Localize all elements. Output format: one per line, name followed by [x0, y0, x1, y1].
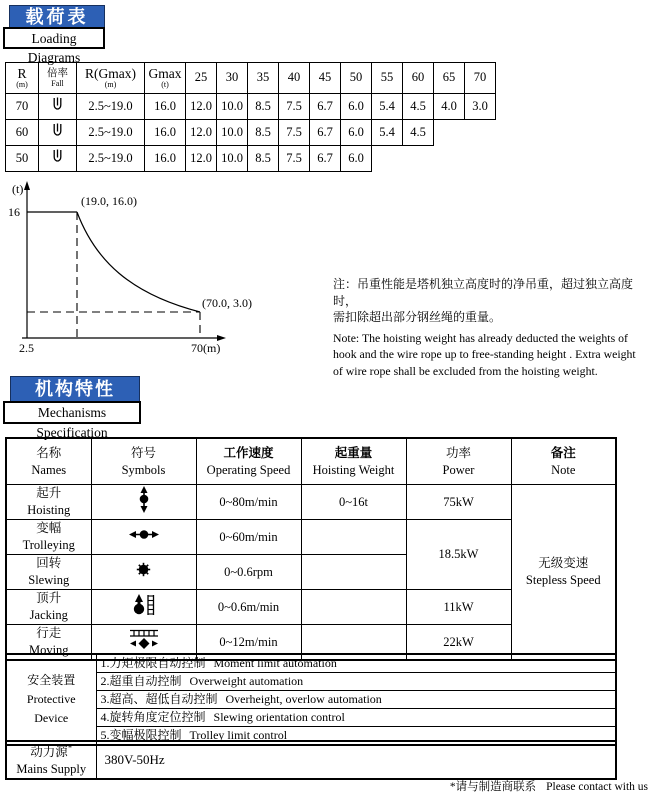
- two-fall-pulley-icon: [52, 123, 63, 138]
- load-cell: 5.4: [372, 120, 403, 146]
- load-cell: 8.5: [248, 146, 279, 172]
- load-cell: 8.5: [248, 120, 279, 146]
- peak-point-label: (19.0, 16.0): [81, 194, 137, 208]
- loading-section-badge: [9, 5, 105, 28]
- two-fall-pulley-icon: [52, 97, 63, 112]
- col-header-rgmax: R(Gmax) (m): [77, 63, 145, 94]
- y-max-label: 16: [8, 205, 20, 219]
- notes-block: [333, 276, 649, 379]
- mains-asterisk: *: [67, 743, 73, 754]
- mech-weight-cell: [301, 520, 406, 555]
- end-point-label: (70.0, 3.0): [202, 296, 252, 310]
- x-end-label: 70(m): [191, 341, 221, 355]
- col-header-r40: 40: [279, 63, 310, 94]
- load-curve-svg: [5, 178, 253, 363]
- protective-item-row: [6, 709, 616, 727]
- y-axis-arrow-icon: [24, 181, 30, 190]
- mech-section-subtitle-box: [3, 401, 141, 440]
- load-cell: 8.5: [248, 94, 279, 120]
- moving-symbol-icon: [126, 629, 162, 650]
- mech-name-cell: 行走 Moving: [6, 625, 91, 661]
- mech-col-names: 名称 Names: [6, 438, 91, 485]
- gmax-cell: 16.0: [145, 120, 186, 146]
- protective-item: 1.力矩极限自动控制 Moment limit automation: [96, 654, 616, 673]
- mech-weight-cell: [301, 590, 406, 625]
- protective-item-row: [6, 691, 616, 709]
- slewing-symbol-icon: [136, 562, 151, 577]
- load-cell: 10.0: [217, 94, 248, 120]
- empty-cell: [403, 146, 434, 172]
- loading-table: [5, 62, 496, 172]
- protective-device-table: [5, 653, 617, 746]
- note-en-line3: of wire rope shall be excluded from the hoisting weight.: [333, 363, 598, 378]
- protective-item: 4.旋转角度定位控制 Slewing orientation control: [96, 709, 616, 727]
- mech-symbol-cell: [91, 485, 196, 520]
- load-cell: 6.7: [310, 120, 341, 146]
- load-cell: 10.0: [217, 120, 248, 146]
- load-cell: 6.7: [310, 146, 341, 172]
- mech-speed-cell: 0~12m/min: [196, 625, 301, 661]
- load-cell: 6.0: [341, 146, 372, 172]
- load-cell: 4.5: [403, 94, 434, 120]
- mech-row-hoisting: [6, 485, 616, 520]
- mains-label-cell: 动力源* Mains Supply: [6, 741, 96, 779]
- col-header-radius: R (m): [6, 63, 39, 94]
- col-header-r25: 25: [186, 63, 217, 94]
- load-cell: 12.0: [186, 120, 217, 146]
- mech-name-cell: 起升 Hoisting: [6, 485, 91, 520]
- empty-cell: [465, 146, 496, 172]
- protective-item: 2.超重自动控制 Overweight automation: [96, 673, 616, 691]
- load-cell: 5.4: [372, 94, 403, 120]
- fall-symbol-cell: [39, 94, 77, 120]
- mech-speed-cell: 0~0.6rpm: [196, 555, 301, 590]
- col-header-r50: 50: [341, 63, 372, 94]
- hoisting-symbol-icon: [137, 486, 151, 513]
- col-header-r65: 65: [434, 63, 465, 94]
- load-cell: 12.0: [186, 146, 217, 172]
- mech-col-note: 备注 Note: [511, 438, 616, 485]
- mains-value: 380V-50Hz: [96, 741, 616, 779]
- trolleying-symbol-icon: [129, 528, 159, 541]
- mech-power-cell: 11kW: [406, 590, 511, 625]
- mech-symbol-cell: [91, 520, 196, 555]
- mech-symbol-cell: [91, 555, 196, 590]
- empty-cell: [434, 120, 465, 146]
- mech-name-cell: 回转 Slewing: [6, 555, 91, 590]
- mech-power-cell: 18.5kW: [406, 520, 511, 590]
- loading-section-title-en: Loading Diagrams: [27, 31, 81, 65]
- protective-label-cell: 安全装置 Protective Device: [6, 654, 96, 745]
- mech-name-cell: 变幅 Trolleying: [6, 520, 91, 555]
- note-zh-line1: 注：吊重性能是塔机独立高度时的净吊重，超过独立高度时，: [333, 277, 634, 308]
- load-cell: 6.0: [341, 120, 372, 146]
- mech-col-weight: 起重量 Hoisting Weight: [301, 438, 406, 485]
- mech-speed-cell: 0~60m/min: [196, 520, 301, 555]
- loading-section-title-zh: 载荷表: [25, 7, 89, 27]
- note-en-line2: hook and the wire rope up to free-standing height . Extra weight: [333, 347, 636, 361]
- protective-item: 3.超高、超低自动控制 Overheight, overlow automation: [96, 691, 616, 709]
- footer-note-zh: *请与制造商联系: [449, 781, 537, 793]
- col-header-fall: 倍率 Fall: [39, 63, 77, 94]
- empty-cell: [434, 146, 465, 172]
- loading-row-50: [6, 146, 496, 172]
- loading-row-60: [6, 120, 496, 146]
- note-zh-line2: 需扣除超出部分钢丝绳的重量。: [333, 310, 502, 324]
- mech-section-title-zh: 机构特性: [35, 379, 115, 399]
- footer-note: [450, 778, 648, 794]
- load-cell: 10.0: [217, 146, 248, 172]
- gmax-cell: 16.0: [145, 146, 186, 172]
- col-header-r35: 35: [248, 63, 279, 94]
- mech-name-cell: 顶升 Jacking: [6, 590, 91, 625]
- fall-symbol-cell: [39, 120, 77, 146]
- mech-section-title-en: Mechanisms Specification: [36, 405, 108, 440]
- radius-cell: 60: [6, 120, 39, 146]
- load-cell: 12.0: [186, 94, 217, 120]
- footer-note-en: Please contact with us: [546, 781, 648, 793]
- empty-cell: [465, 120, 496, 146]
- loading-section-subtitle-box: [3, 27, 105, 65]
- load-cell: 3.0: [465, 94, 496, 120]
- load-cell: 7.5: [279, 94, 310, 120]
- mech-speed-cell: 0~80m/min: [196, 485, 301, 520]
- gmax-cell: 16.0: [145, 94, 186, 120]
- mech-col-symbols: 符号 Symbols: [91, 438, 196, 485]
- mains-supply-row: [6, 741, 616, 779]
- rgmax-cell: 2.5~19.0: [77, 94, 145, 120]
- mech-power-cell: 22kW: [406, 625, 511, 661]
- empty-cell: [372, 146, 403, 172]
- mains-supply-table: [5, 740, 617, 780]
- protective-item-row: [6, 654, 616, 673]
- y-axis-unit-label: (t): [12, 182, 24, 196]
- chart-curve: [77, 212, 200, 312]
- rgmax-cell: 2.5~19.0: [77, 120, 145, 146]
- load-cell: 4.0: [434, 94, 465, 120]
- mech-section-badge: [10, 376, 140, 402]
- load-cell: 7.5: [279, 120, 310, 146]
- loading-table-header-row: [6, 63, 496, 94]
- loading-row-70: [6, 94, 496, 120]
- col-header-r45: 45: [310, 63, 341, 94]
- mech-weight-cell: [301, 555, 406, 590]
- mech-note-cell: 无级变速 Stepless Speed: [511, 485, 616, 661]
- rgmax-cell: 2.5~19.0: [77, 146, 145, 172]
- col-header-gmax: Gmax (t): [145, 63, 186, 94]
- two-fall-pulley-icon: [52, 149, 63, 164]
- fall-symbol-cell: [39, 146, 77, 172]
- mech-col-speed: 工作速度 Operating Speed: [196, 438, 301, 485]
- protective-item: 5.变幅极限控制 Trolley limit control: [96, 727, 616, 746]
- radius-cell: 70: [6, 94, 39, 120]
- jacking-symbol-icon: [132, 594, 156, 616]
- col-header-r55: 55: [372, 63, 403, 94]
- mech-speed-cell: 0~0.6m/min: [196, 590, 301, 625]
- load-cell: 7.5: [279, 146, 310, 172]
- protective-item-row: [6, 673, 616, 691]
- radius-cell: 50: [6, 146, 39, 172]
- col-header-r60: 60: [403, 63, 434, 94]
- mech-weight-cell: 0~16t: [301, 485, 406, 520]
- mech-power-cell: 75kW: [406, 485, 511, 520]
- col-header-r30: 30: [217, 63, 248, 94]
- load-curve-chart: [5, 178, 253, 368]
- mech-col-power: 功率 Power: [406, 438, 511, 485]
- load-cell: 6.0: [341, 94, 372, 120]
- x-origin-label: 2.5: [19, 341, 34, 355]
- load-cell: 4.5: [403, 120, 434, 146]
- note-en-line1: Note: The hoisting weight has already deducted the weights of: [333, 330, 628, 345]
- mech-header-row: [6, 438, 616, 485]
- mech-symbol-cell: [91, 590, 196, 625]
- col-header-r70: 70: [465, 63, 496, 94]
- load-cell: 6.7: [310, 94, 341, 120]
- mechanisms-table: [5, 437, 617, 661]
